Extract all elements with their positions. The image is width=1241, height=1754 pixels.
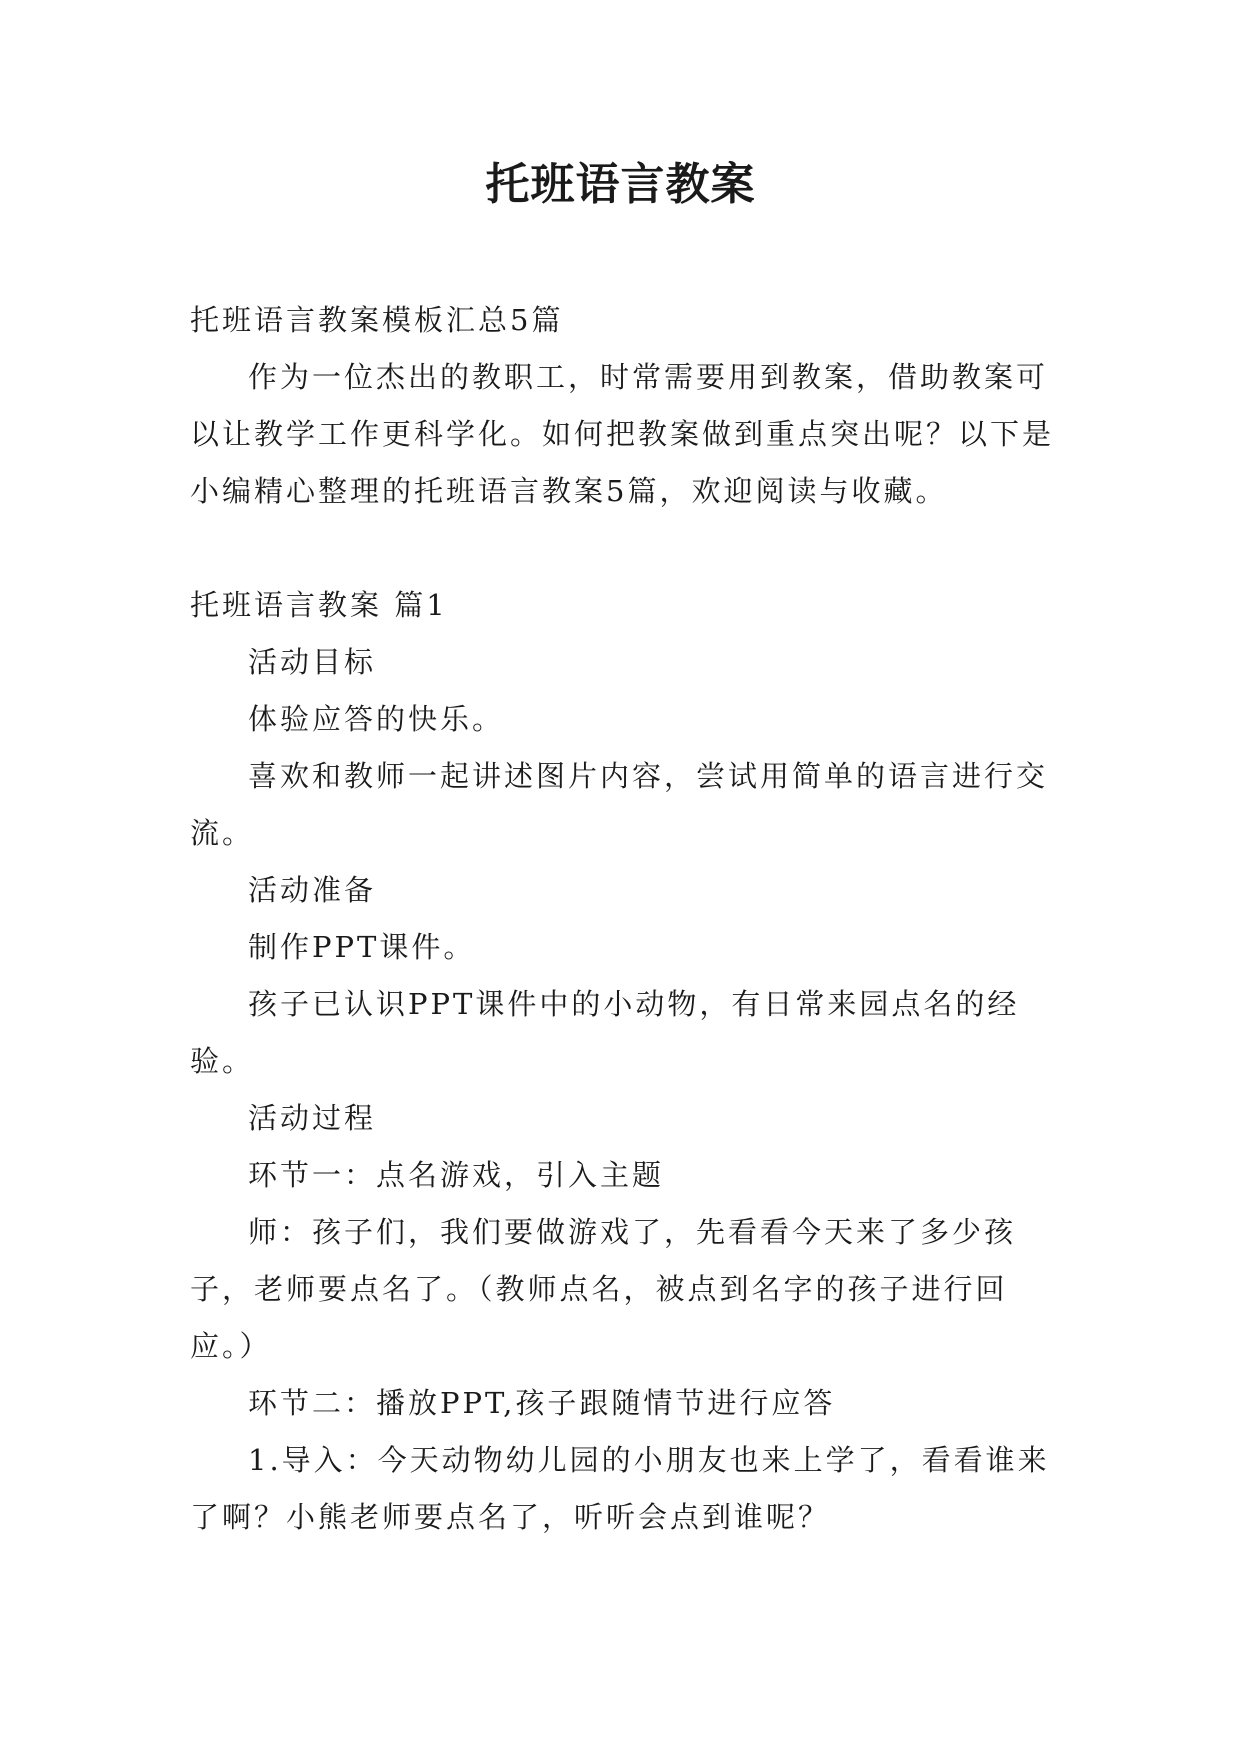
prep-item-1: 制作PPT课件。: [248, 930, 476, 964]
section-heading: 托班语言教案 篇1: [190, 588, 448, 622]
step1-heading: 环节一：点名游戏，引入主题: [248, 1158, 665, 1192]
step2-paragraph: 1.导入：今天动物幼儿园的小朋友也来上学了，看看谁来了啊？小熊老师要点名了，听听会点到谁呢？: [190, 1443, 1050, 1534]
goal-heading: 活动目标: [248, 645, 377, 679]
goal-item-2: 喜欢和教师一起讲述图片内容，尝试用简单的语言进行交流。: [190, 759, 1049, 850]
prep-item-2: 孩子已认识PPT课件中的小动物，有日常来园点名的经验。: [190, 987, 1020, 1078]
document-body: [190, 292, 1060, 1546]
step1-paragraph: 师：孩子们，我们要做游戏了，先看看今天来了多少孩子，老师要点名了。（教师点名，被点到名字的孩子进行回应。）: [190, 1215, 1017, 1363]
intro-paragraph: 作为一位杰出的教职工，时常需要用到教案，借助教案可以让教学工作更科学化。如何把教案做到重点突出呢？以下是小编精心整理的托班语言教案5篇，欢迎阅读与收藏。: [190, 360, 1055, 508]
prep-heading: 活动准备: [248, 873, 377, 907]
step2-heading: 环节二：播放PPT,孩子跟随情节进行应答: [248, 1386, 836, 1420]
document-subtitle: 托班语言教案模板汇总5篇: [190, 303, 564, 337]
goal-item-1: 体验应答的快乐。: [248, 702, 505, 736]
document-title: 托班语言教案: [485, 159, 756, 210]
process-heading: 活动过程: [248, 1101, 377, 1135]
